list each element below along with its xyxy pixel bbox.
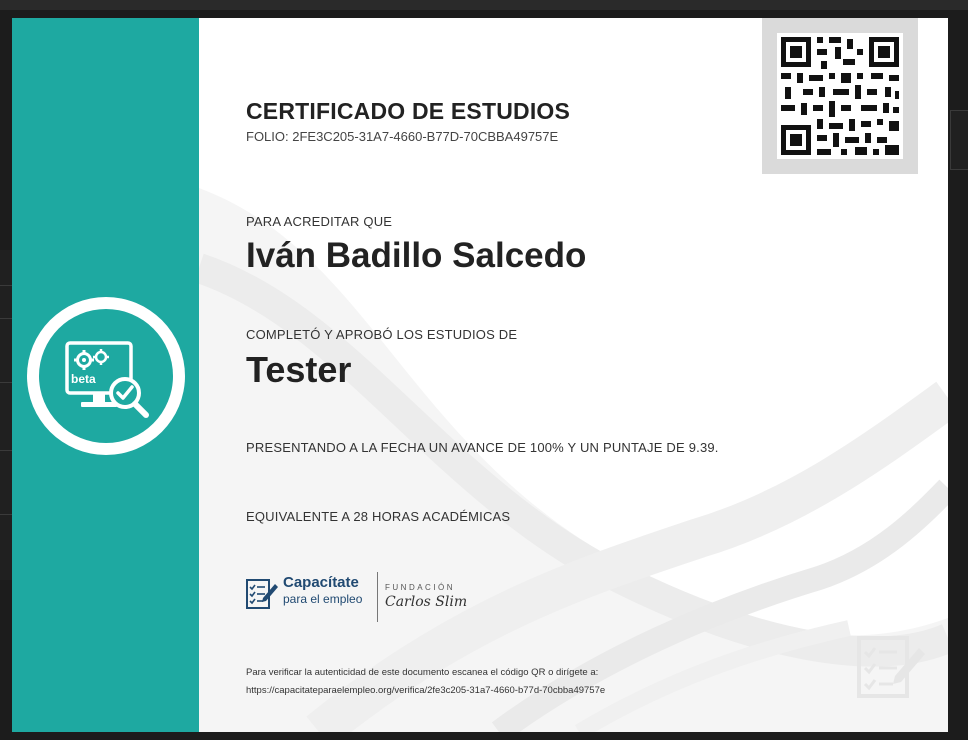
checklist-logo-icon xyxy=(245,576,279,612)
foundation-label: FUNDACIÓN xyxy=(385,583,456,592)
qr-code xyxy=(762,18,918,174)
progress-statement: PRESENTANDO A LA FECHA UN AVANCE DE 100% Y UN PUNTAJE DE 9.39. xyxy=(246,440,719,455)
course-badge xyxy=(27,297,185,455)
background-divider xyxy=(0,514,12,515)
accredit-label: PARA ACREDITAR QUE xyxy=(246,214,393,229)
certificate-sidebar xyxy=(12,18,199,732)
certificate-title: CERTIFICADO DE ESTUDIOS xyxy=(246,98,571,124)
badge-label: beta xyxy=(71,372,96,386)
course-name: Tester xyxy=(246,349,352,390)
recipient-name: Iván Badillo Salcedo xyxy=(246,236,587,275)
verify-instructions: Para verificar la autenticidad de este documento escanea el código QR o dirígete a: xyxy=(246,667,599,678)
background-divider xyxy=(0,318,12,319)
certificate-modal xyxy=(12,18,948,732)
background-side-panel xyxy=(0,250,12,580)
monitor-gears-magnifier-icon xyxy=(39,309,173,443)
logo-divider xyxy=(377,572,378,622)
background-divider xyxy=(0,285,12,286)
folio-number: FOLIO: 2FE3C205-31A7-4660-B77D-70CBBA49757E xyxy=(246,129,559,144)
background-divider xyxy=(0,382,12,383)
verify-url: https://capacitateparaelempleo.org/verifica/2fe3c205-31a7-4660-b77d-70cbba49757e xyxy=(246,685,606,696)
foundation-signature: Carlos Slim xyxy=(385,594,468,610)
hours-statement: EQUIVALENTE A 28 HORAS ACADÉMICAS xyxy=(246,509,511,524)
qr-code-icon xyxy=(777,33,903,159)
sponsor-logos xyxy=(245,570,505,626)
capacitate-subtitle: para el empleo xyxy=(283,592,363,606)
capacitate-brand: Capacítate xyxy=(283,574,359,591)
background-button xyxy=(950,110,968,170)
completed-label: COMPLETÓ Y APROBÓ LOS ESTUDIOS DE xyxy=(246,327,518,342)
checklist-watermark-icon xyxy=(855,630,927,702)
background-top-bar xyxy=(0,0,968,10)
background-divider xyxy=(0,450,12,451)
